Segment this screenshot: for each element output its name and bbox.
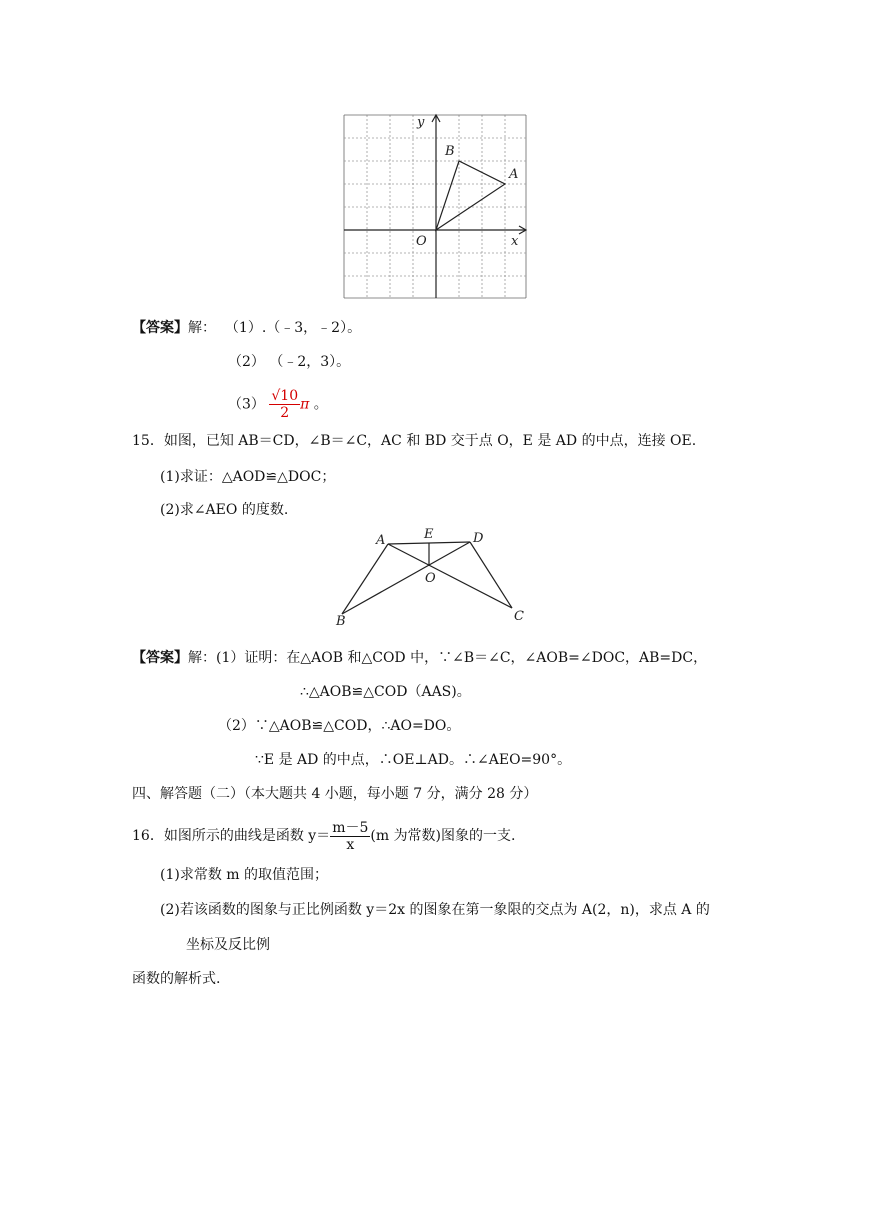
answer14-line1	[132, 318, 361, 338]
answer14-fraction	[269, 388, 300, 421]
fraction-numerator: m－5	[332, 819, 369, 836]
answer15-text1: 解：(1）证明：在△AOB 和△COD 中，∵∠B＝∠C，∠AOB=∠DOC，AB=DC，	[188, 650, 708, 666]
label-o: O	[425, 571, 436, 586]
q16-part2-cont: 坐标及反比例	[186, 937, 270, 953]
q15-part1: (1)求证：△AOD≌△DOC；	[160, 469, 336, 485]
geometry-figure	[330, 524, 530, 630]
side-dc	[470, 542, 512, 608]
answer-tag: 【答案】	[132, 320, 188, 336]
q16-fraction	[330, 820, 370, 853]
answer14-line2	[228, 352, 350, 372]
fraction-numerator: √10	[271, 388, 299, 404]
label-a: A	[509, 167, 519, 182]
answer-tag: 【答案】	[132, 650, 188, 666]
triangle-oab	[436, 161, 505, 230]
q16-stem-prefix: 16．如图所示的曲线是函数 y＝	[132, 828, 331, 844]
answer14-line3	[228, 388, 328, 421]
label-y: y	[417, 115, 425, 130]
answer14-part1: （1）.（﹣3，﹣2）。	[224, 320, 362, 336]
q16-stem-suffix: (m 为常数)图象的一支.	[370, 828, 516, 844]
grid-lines	[344, 115, 526, 298]
answer14-part3-suffix: 。	[313, 396, 328, 413]
q15-stem: 15．如图，已知 AB＝CD，∠B＝∠C，AC 和 BD 交于点 O，E 是 AD 的中点，连接 OE.	[132, 433, 697, 449]
answer14-part2: （2） （﹣2，3）。	[228, 354, 351, 370]
q15-part2: (2)求∠AEO 的度数.	[160, 502, 289, 518]
q16-part1: (1)求常数 m 的取值范围；	[160, 867, 329, 883]
pi-symbol: π	[300, 396, 310, 413]
label-x: x	[511, 234, 519, 249]
answer14-part3-prefix: （3）	[228, 396, 265, 413]
label-c: C	[514, 609, 524, 624]
answer15-line4: ∵E 是 AD 的中点，∴OE⊥AD。∴∠AEO=90°。	[255, 752, 572, 768]
label-a: A	[376, 533, 386, 548]
q16-part2: (2)若该函数的图象与正比例函数 y＝2x 的图象在第一象限的交点为 A(2，n)，求点 A 的	[160, 902, 710, 918]
label-e: E	[424, 527, 434, 542]
label-b: B	[445, 144, 455, 159]
q16-part2-end: 函数的解析式.	[132, 971, 221, 987]
label-d: D	[473, 531, 484, 546]
q16-stem	[132, 818, 515, 854]
answer-lead: 解：	[188, 320, 216, 336]
coordinate-figure	[341, 112, 531, 304]
answer15-line3: （2）∵△AOB≌△COD，∴AO=DO。	[218, 718, 461, 734]
answer15-line2: ∴△AOB≌△COD（AAS)。	[300, 684, 471, 700]
answer15-line1	[132, 648, 707, 668]
section-heading: 四、解答题（二）（本大题共 4 小题，每小题 7 分，满分 28 分）	[132, 786, 538, 802]
side-ab	[342, 544, 388, 614]
fraction-denominator: 2	[280, 405, 290, 421]
label-b: B	[336, 614, 346, 629]
fraction-denominator: x	[346, 836, 355, 853]
label-o: O	[416, 234, 427, 249]
